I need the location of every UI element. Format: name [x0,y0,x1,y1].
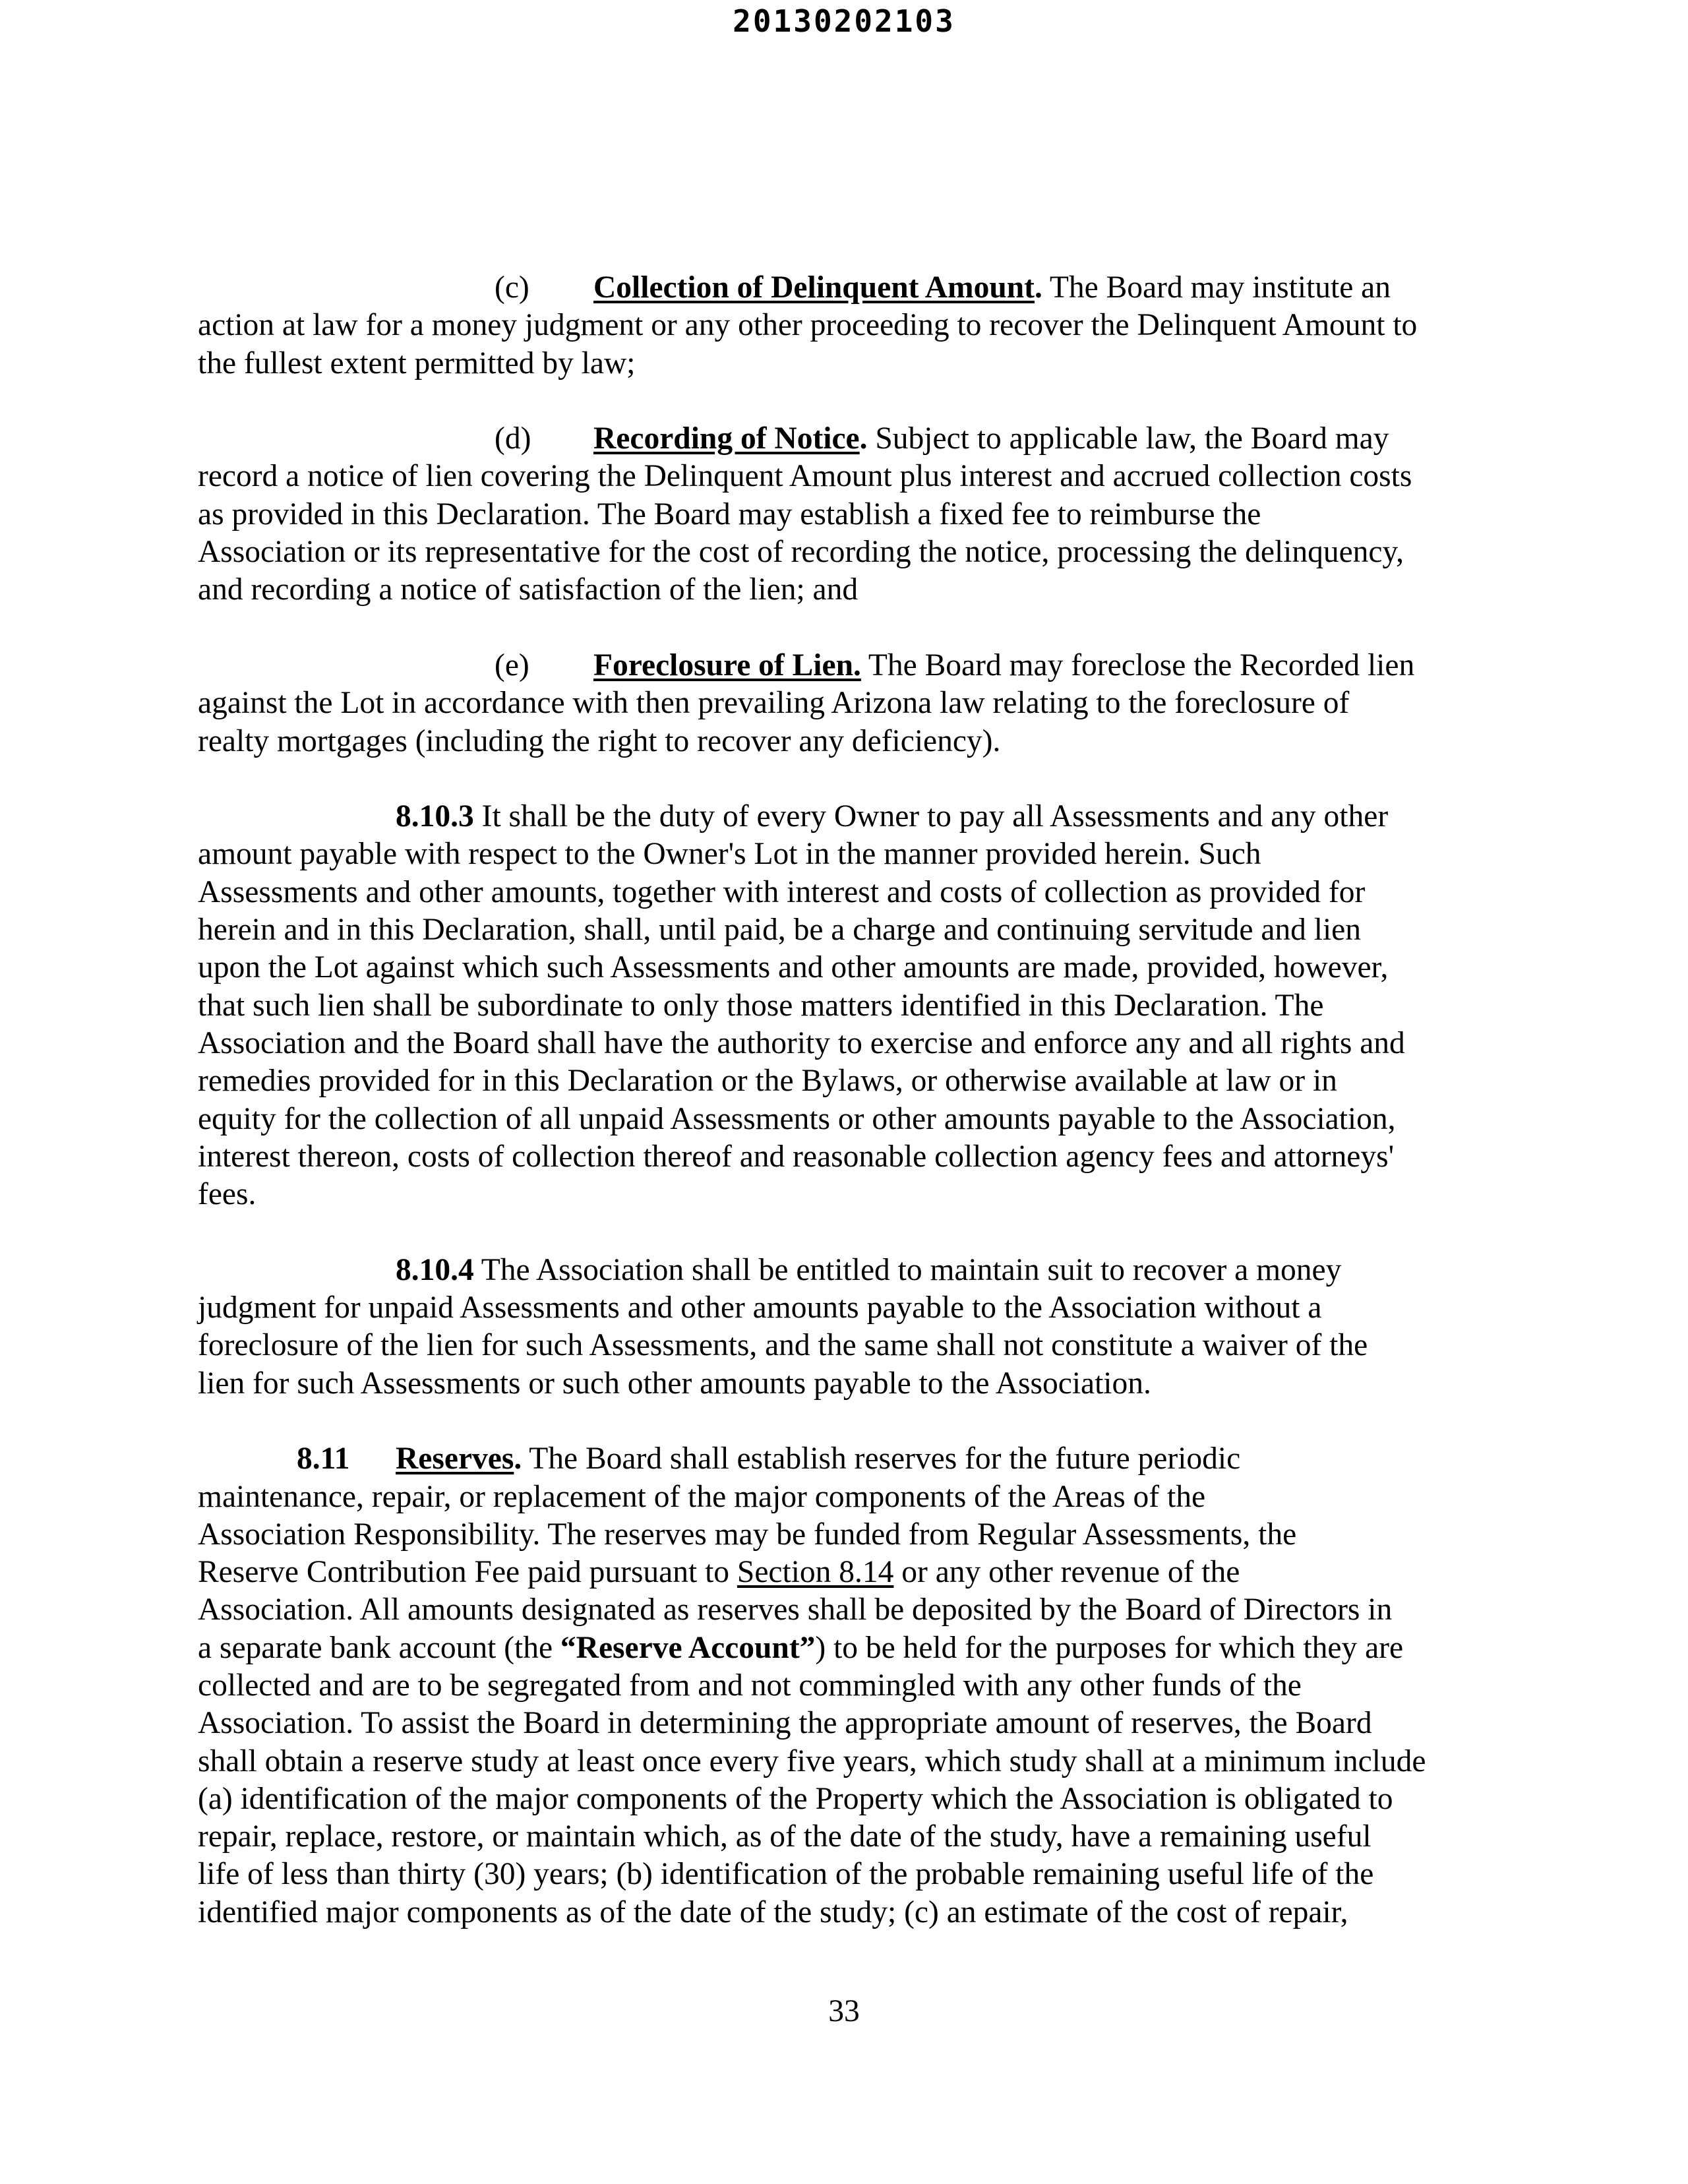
paragraph-text: Subject to applicable law, the Board may record a notice of lien covering the Delinquent Amount plus interest and accrued collection costs as provided in this Declaration. The Board may establish a fixed fee to reimburse the Association or its representative for the cost of recording the notice, processing the delinquency, and recording a notice of satisfaction of the lien; and [198,421,1412,607]
paragraph-e [198,647,1490,760]
section-8-10-3 [198,798,1490,1213]
section-text-part-3: ) to be held for the purposes for which they are collected and are to be segregated from and not commingled with any other funds of the Association. To assist the Board in determining the appropriate amount of reserves, the Board shall obtain a reserve study at least once every five years, which study shall at a minimum include (a) identification of the major components of the Property which the Association is obligated to repair, replace, restore, or maintain which, as of the date of the study, have a remaining useful life of less than thirty (30) years; (b) identification of the probable remaining useful life of the identified major components as of the date of the study; (c) an estimate of the cost of repair, [198,1630,1426,1929]
section-8-14-reference: Section 8.14 [737,1555,894,1590]
section-text: The Association shall be entitled to maintain suit to recover a money judgment for unpaid Assessments and other amounts payable to the Association without a foreclosure of the lien for such Assessments, and the same shall not constitute a waiver of the lien for such Assessments or such other amounts payable to the Association. [198,1252,1368,1401]
section-text-part-2: or any other revenue of the Association. All amounts designated as reserves shall be deposited by the Board of Directors in a separate bank account (the [198,1555,1393,1665]
defined-term-reserve-account: “Reserve Account” [560,1630,816,1665]
section-8-10-4 [198,1252,1490,1403]
paragraph-heading: Recording of Notice [593,421,860,456]
section-number: 8.10.3 [396,799,474,834]
paragraph-heading: Foreclosure of Lien. [593,648,861,682]
recording-number: 20130202103 [733,3,955,39]
heading-period: . [514,1441,522,1476]
paragraph-marker: (d) [495,421,531,456]
paragraph-marker: (c) [495,270,529,305]
paragraph-heading: Collection of Delinquent Amount [593,270,1035,305]
document-body [198,269,1490,1969]
section-number: 8.11 [297,1441,350,1476]
paragraph-text: The Board may institute an action at law for a money judgment or any other proceeding to recover the Delinquent Amount to the fullest extent permitted by law; [198,270,1418,380]
section-text-part-1: The Board shall establish reserves for the future periodic maintenance, repair, or replacement of the major components of the Areas of the Association Responsibility. The reserves may be funded from Regular Assessments, the Reserve Contribution Fee paid pursuant to [198,1441,1297,1590]
section-heading: Reserves [396,1441,514,1476]
paragraph-marker: (e) [495,648,529,682]
heading-period: . [1035,270,1042,305]
heading-period: . [859,421,868,456]
paragraph-d [198,420,1490,609]
paragraph-text: The Board may foreclose the Recorded lien against the Lot in accordance with then prevailing Arizona law relating to the foreclosure of realty mortgages (including the right to recover any deficiency). [198,648,1415,758]
section-8-11 [198,1440,1490,1931]
paragraph-c [198,269,1490,382]
section-number: 8.10.4 [396,1252,474,1287]
page-number: 33 [828,1994,860,2028]
section-text: It shall be the duty of every Owner to pay all Assessments and any other amount payable with respect to the Owner's Lot in the manner provided herein. Such Assessments and other amounts, together with interest and costs of collection as provided for herein and in this Declaration, shall, until paid, be a charge and continuing servitude and lien upon the Lot against which such Assessments and other amounts are made, provided, however, that such lien shall be subordinate to only those matters identified in this Declaration. The Association and the Board shall have the authority to exercise and enforce any and all rights and remedies provided for in this Declaration or the Bylaws, or otherwise available at law or in equity for the collection of all unpaid Assessments or other amounts payable to the Association, interest thereon, costs of collection thereof and reasonable collection agency fees and attorneys' fees. [198,799,1405,1212]
